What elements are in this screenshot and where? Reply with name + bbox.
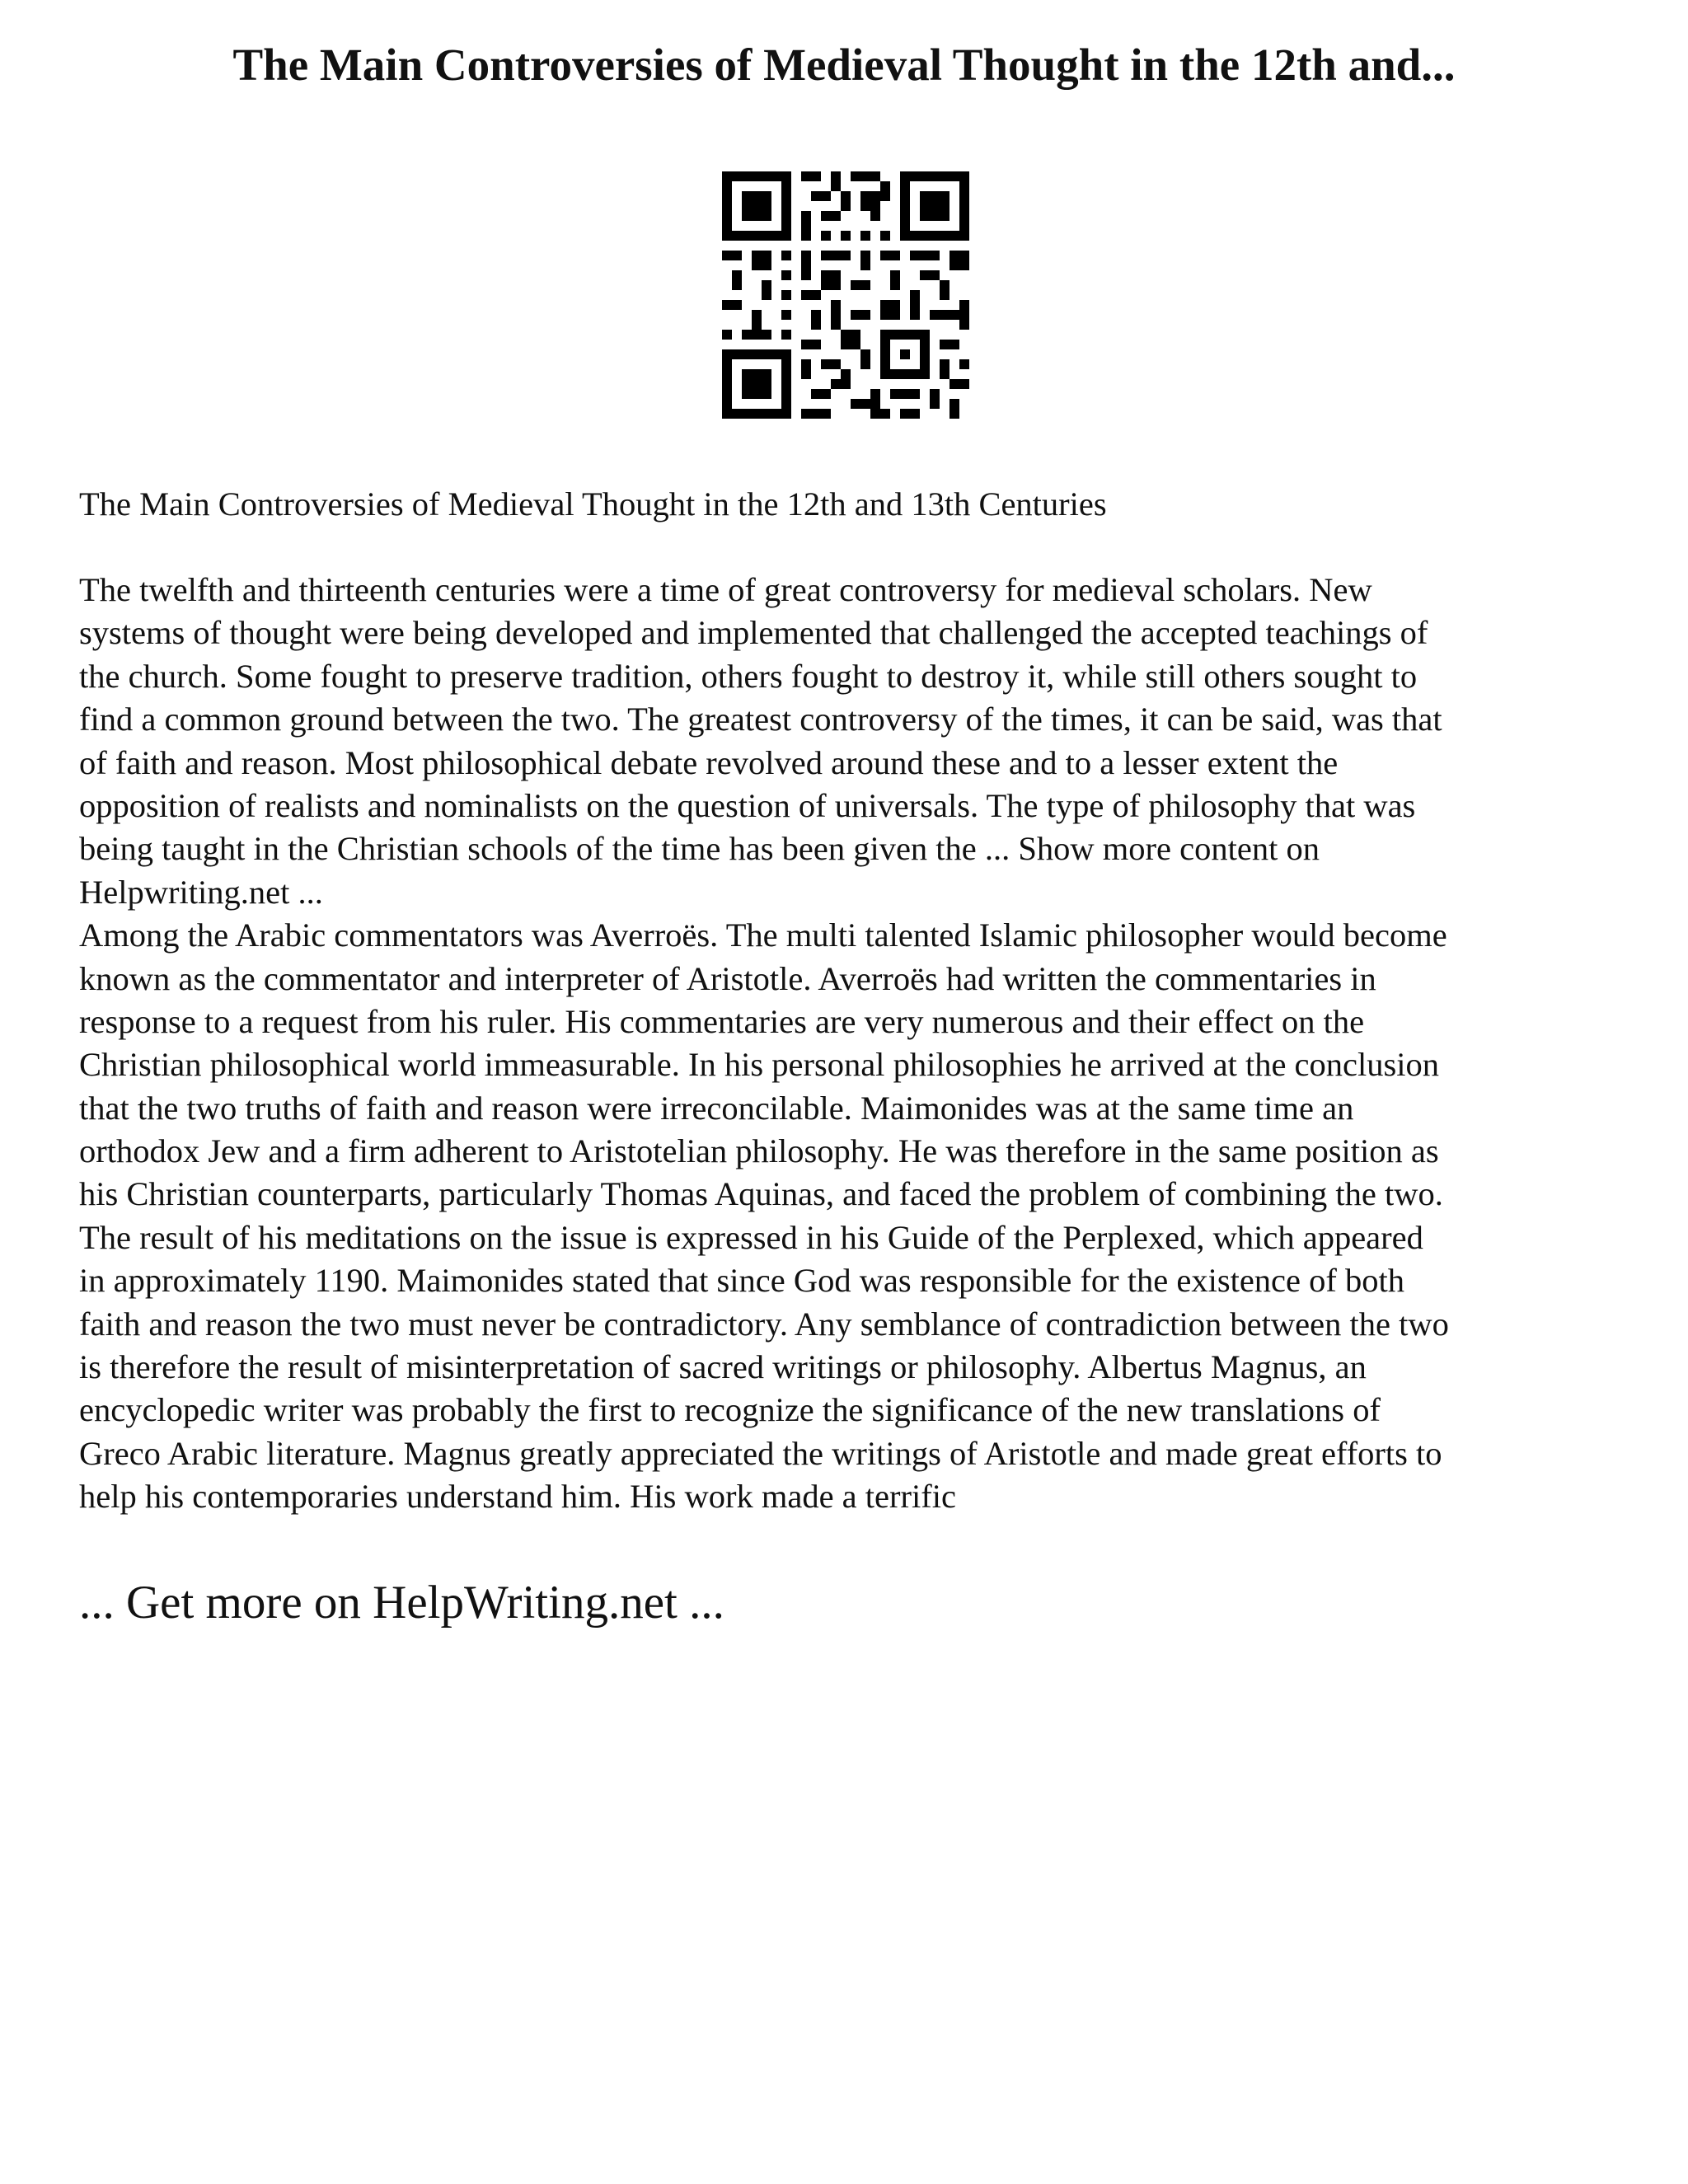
article-body: [79, 569, 1645, 1519]
body-line: systems of thought were being developed and implemented that challenged the accepted teachings of: [79, 614, 1428, 652]
body-line: opposition of realists and nominalists on the question of universals. The type of philosophy that was: [79, 786, 1416, 824]
body-line: his Christian counterparts, particularly Thomas Aquinas, and faced the problem of combining the two.: [79, 1175, 1443, 1213]
body-line: orthodox Jew and a firm adherent to Aristotelian philosophy. He was therefore in the same position as: [79, 1132, 1439, 1170]
body-line: The twelfth and thirteenth centuries were a time of great controversy for medieval scholars. New: [79, 571, 1372, 608]
body-line: of faith and reason. Most philosophical debate revolved around these and to a lesser extent the: [79, 743, 1339, 781]
body-line: Christian philosophical world immeasurable. In his personal philosophies he arrived at the conclusion: [79, 1046, 1440, 1084]
body-line: find a common ground between the two. The greatest controversy of the times, it can be said, was that: [79, 701, 1442, 738]
body-line: encyclopedic writer was probably the first to recognize the significance of the new translations of: [79, 1391, 1381, 1429]
get-more-link[interactable]: ... Get more on HelpWriting.net ...: [79, 1577, 724, 1629]
body-line: known as the commentator and interpreter of Aristotle. Averroës had written the commentaries in: [79, 959, 1376, 997]
body-line: Among the Arabic commentators was Averroës. The multi talented Islamic philosopher would become: [79, 916, 1447, 954]
body-line: that the two truths of faith and reason were irreconcilable. Maimonides was at the same time an: [79, 1089, 1354, 1127]
body-line: is therefore the result of misinterpretation of sacred writings or philosophy. Albertus Magnus, an: [79, 1348, 1367, 1386]
body-line: Greco Arabic literature. Magnus greatly appreciated the writings of Aristotle and made great efforts to: [79, 1434, 1442, 1472]
qr-code-icon[interactable]: [722, 171, 969, 419]
body-line: being taught in the Christian schools of the time has been given the ... Show more content on: [79, 830, 1320, 868]
body-line: The result of his meditations on the issue is expressed in his Guide of the Perplexed, which appeared: [79, 1218, 1423, 1256]
body-line: the church. Some fought to preserve tradition, others fought to destroy it, while still others sought to: [79, 657, 1418, 695]
body-line: faith and reason the two must never be contradictory. Any semblance of contradiction between the two: [79, 1305, 1449, 1343]
body-line: in approximately 1190. Maimonides stated that since God was responsible for the existence of both: [79, 1262, 1404, 1300]
body-line: Helpwriting.net ...: [79, 873, 323, 911]
body-line: help his contemporaries understand him. His work made a terrific: [79, 1478, 956, 1516]
body-line: response to a request from his ruler. His commentaries are very numerous and their effect on the: [79, 1002, 1365, 1040]
page-title: The Main Controversies of Medieval Thought in the 12th and...: [232, 40, 1456, 90]
document-subtitle: The Main Controversies of Medieval Thought in the 12th and 13th Centuries: [79, 485, 1107, 523]
